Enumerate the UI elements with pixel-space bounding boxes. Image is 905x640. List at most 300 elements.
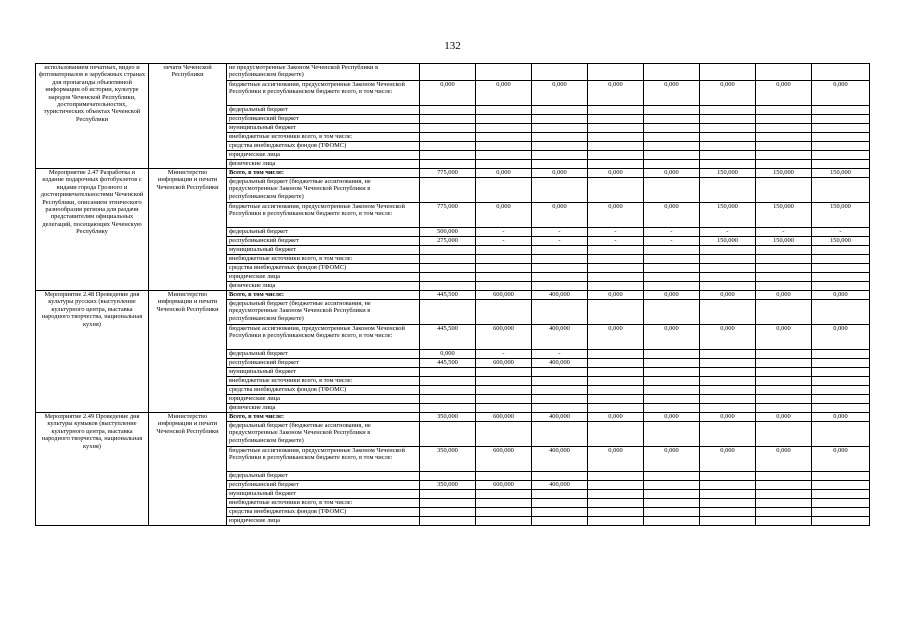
amount-cell bbox=[700, 246, 756, 255]
amount-cell bbox=[644, 115, 700, 124]
amount-cell bbox=[420, 517, 476, 526]
amount-cell bbox=[756, 490, 812, 499]
amount-cell bbox=[812, 404, 870, 413]
funding-source-cell: бюджетные ассигнования, предусмотренные Законом Чеченской Республики в республиканском бюджете всего, в том числе: bbox=[227, 447, 420, 472]
amount-cell bbox=[420, 508, 476, 517]
amount-cell: - bbox=[700, 228, 756, 237]
amount-cell: 150,000 bbox=[812, 203, 870, 228]
amount-cell bbox=[700, 517, 756, 526]
executor-cell: печати Чеченской Республики bbox=[149, 64, 227, 169]
amount-cell bbox=[420, 133, 476, 142]
funding-source-cell: муниципальный бюджет bbox=[227, 490, 420, 499]
amount-cell: 0,000 bbox=[756, 447, 812, 472]
amount-cell bbox=[588, 472, 644, 481]
budget-table-body bbox=[36, 64, 870, 526]
amount-cell bbox=[420, 255, 476, 264]
amount-cell: 400,000 bbox=[532, 359, 588, 368]
amount-cell bbox=[756, 395, 812, 404]
amount-cell: 0,000 bbox=[700, 447, 756, 472]
amount-cell bbox=[644, 282, 700, 291]
amount-cell bbox=[644, 300, 700, 325]
page-number: 132 bbox=[444, 40, 461, 52]
event-cell: Мероприятие 2.47 Разработка и издание подарочных фотобуклетов с видами города Грозного и достопримечательностями Чеченской Республики, описанием этнического разнообразия региона для раздачи представителям официальных делегаций, посещающих Чеченскую Республику bbox=[36, 169, 149, 291]
amount-cell: 0,000 bbox=[812, 447, 870, 472]
amount-cell bbox=[756, 300, 812, 325]
amount-cell bbox=[532, 64, 588, 81]
amount-cell bbox=[532, 142, 588, 151]
amount-cell bbox=[420, 422, 476, 447]
amount-cell: 0,000 bbox=[644, 169, 700, 178]
amount-cell: 350,000 bbox=[420, 481, 476, 490]
amount-cell bbox=[588, 246, 644, 255]
funding-source-cell: бюджетные ассигнования, предусмотренные Законом Чеченской Республики в республиканском бюджете всего, в том числе: bbox=[227, 203, 420, 228]
amount-cell bbox=[812, 264, 870, 273]
amount-cell bbox=[812, 282, 870, 291]
amount-cell: 0,000 bbox=[756, 325, 812, 350]
amount-cell bbox=[644, 481, 700, 490]
amount-cell: 0,000 bbox=[644, 81, 700, 106]
amount-cell: 0,000 bbox=[812, 291, 870, 300]
amount-cell: 0,000 bbox=[420, 350, 476, 359]
amount-cell: 0,000 bbox=[812, 81, 870, 106]
amount-cell bbox=[644, 133, 700, 142]
amount-cell bbox=[644, 178, 700, 203]
amount-cell: 0,000 bbox=[476, 81, 532, 106]
amount-cell: 0,000 bbox=[756, 81, 812, 106]
amount-cell bbox=[588, 255, 644, 264]
amount-cell bbox=[588, 359, 644, 368]
funding-source-cell: юридические лица bbox=[227, 517, 420, 526]
amount-cell bbox=[532, 255, 588, 264]
amount-cell bbox=[476, 300, 532, 325]
amount-cell: - bbox=[476, 350, 532, 359]
amount-cell bbox=[476, 490, 532, 499]
amount-cell bbox=[476, 115, 532, 124]
table-row bbox=[36, 169, 870, 178]
amount-cell bbox=[476, 133, 532, 142]
amount-cell bbox=[644, 160, 700, 169]
amount-cell: 400,000 bbox=[532, 291, 588, 300]
funding-source-cell: юридические лица bbox=[227, 151, 420, 160]
funding-source-cell: физические лица bbox=[227, 160, 420, 169]
amount-cell bbox=[756, 359, 812, 368]
amount-cell bbox=[756, 404, 812, 413]
amount-cell: 0,000 bbox=[532, 203, 588, 228]
funding-source-cell: федеральный бюджет (бюджетные ассигнования, не предусмотренные Законом Чеченской Республики в республиканском бюджете) bbox=[227, 178, 420, 203]
amount-cell bbox=[812, 255, 870, 264]
amount-cell: - bbox=[644, 228, 700, 237]
table-row bbox=[36, 291, 870, 300]
amount-cell bbox=[588, 386, 644, 395]
amount-cell bbox=[420, 115, 476, 124]
amount-cell bbox=[532, 282, 588, 291]
amount-cell bbox=[700, 377, 756, 386]
amount-cell bbox=[532, 404, 588, 413]
amount-cell bbox=[700, 422, 756, 447]
amount-cell bbox=[700, 481, 756, 490]
amount-cell bbox=[644, 404, 700, 413]
amount-cell bbox=[588, 273, 644, 282]
amount-cell bbox=[756, 481, 812, 490]
amount-cell bbox=[532, 499, 588, 508]
amount-cell bbox=[700, 64, 756, 81]
amount-cell bbox=[588, 404, 644, 413]
amount-cell bbox=[812, 160, 870, 169]
amount-cell bbox=[756, 386, 812, 395]
amount-cell bbox=[476, 178, 532, 203]
amount-cell: 400,000 bbox=[532, 325, 588, 350]
amount-cell bbox=[700, 124, 756, 133]
amount-cell: - bbox=[476, 228, 532, 237]
amount-cell bbox=[644, 246, 700, 255]
amount-cell bbox=[588, 142, 644, 151]
amount-cell bbox=[532, 273, 588, 282]
amount-cell bbox=[588, 395, 644, 404]
amount-cell bbox=[532, 151, 588, 160]
amount-cell bbox=[700, 282, 756, 291]
funding-source-cell: средства внебюджетных фондов (ТФОМС) bbox=[227, 264, 420, 273]
amount-cell bbox=[812, 133, 870, 142]
amount-cell bbox=[420, 246, 476, 255]
amount-cell bbox=[420, 499, 476, 508]
amount-cell bbox=[588, 422, 644, 447]
amount-cell bbox=[420, 264, 476, 273]
amount-cell bbox=[812, 481, 870, 490]
amount-cell: 0,000 bbox=[644, 291, 700, 300]
amount-cell bbox=[588, 377, 644, 386]
amount-cell bbox=[700, 350, 756, 359]
amount-cell: 600,000 bbox=[476, 447, 532, 472]
amount-cell bbox=[700, 178, 756, 203]
amount-cell bbox=[588, 499, 644, 508]
amount-cell bbox=[700, 490, 756, 499]
amount-cell: 445,500 bbox=[420, 359, 476, 368]
amount-cell bbox=[588, 151, 644, 160]
funding-source-cell: республиканский бюджет bbox=[227, 237, 420, 246]
funding-source-cell: республиканский бюджет bbox=[227, 481, 420, 490]
amount-cell bbox=[644, 368, 700, 377]
amount-cell: 0,000 bbox=[588, 169, 644, 178]
amount-cell bbox=[588, 264, 644, 273]
amount-cell: 0,000 bbox=[700, 81, 756, 106]
amount-cell bbox=[420, 490, 476, 499]
amount-cell bbox=[812, 472, 870, 481]
amount-cell bbox=[476, 472, 532, 481]
amount-cell bbox=[476, 422, 532, 447]
amount-cell bbox=[588, 124, 644, 133]
amount-cell bbox=[420, 282, 476, 291]
amount-cell bbox=[756, 151, 812, 160]
amount-cell: 0,000 bbox=[588, 81, 644, 106]
funding-source-cell: федеральный бюджет bbox=[227, 106, 420, 115]
amount-cell bbox=[644, 350, 700, 359]
amount-cell bbox=[532, 178, 588, 203]
amount-cell bbox=[756, 350, 812, 359]
amount-cell bbox=[700, 142, 756, 151]
amount-cell: 150,000 bbox=[812, 169, 870, 178]
amount-cell bbox=[700, 255, 756, 264]
amount-cell bbox=[700, 133, 756, 142]
amount-cell: - bbox=[756, 228, 812, 237]
funding-source-cell: республиканский бюджет bbox=[227, 359, 420, 368]
amount-cell bbox=[756, 377, 812, 386]
amount-cell bbox=[756, 115, 812, 124]
amount-cell bbox=[476, 282, 532, 291]
amount-cell bbox=[700, 386, 756, 395]
funding-source-cell: юридические лица bbox=[227, 395, 420, 404]
amount-cell bbox=[420, 151, 476, 160]
amount-cell bbox=[588, 368, 644, 377]
amount-cell: 0,000 bbox=[588, 291, 644, 300]
amount-cell bbox=[532, 395, 588, 404]
event-cell: использованием печатных, видео и фотоматериалов в зарубежных странах для пропаганды объективной информации об истории, культуре народов Чеченской Республики, достопримечательностях, туристических объектах Чеченской Республики bbox=[36, 64, 149, 169]
amount-cell bbox=[644, 395, 700, 404]
amount-cell bbox=[756, 160, 812, 169]
amount-cell bbox=[532, 106, 588, 115]
amount-cell bbox=[476, 64, 532, 81]
amount-cell bbox=[812, 106, 870, 115]
amount-cell bbox=[532, 246, 588, 255]
amount-cell bbox=[476, 508, 532, 517]
amount-cell: - bbox=[588, 237, 644, 246]
amount-cell: 350,000 bbox=[420, 447, 476, 472]
amount-cell: 0,000 bbox=[644, 447, 700, 472]
funding-source-cell: муниципальный бюджет bbox=[227, 368, 420, 377]
amount-cell: 0,000 bbox=[756, 291, 812, 300]
funding-source-cell: муниципальный бюджет bbox=[227, 246, 420, 255]
amount-cell bbox=[588, 350, 644, 359]
amount-cell bbox=[756, 508, 812, 517]
amount-cell bbox=[756, 282, 812, 291]
amount-cell: 775,000 bbox=[420, 169, 476, 178]
amount-cell bbox=[644, 264, 700, 273]
amount-cell bbox=[588, 490, 644, 499]
amount-cell: 500,000 bbox=[420, 228, 476, 237]
table-row bbox=[36, 64, 870, 81]
amount-cell bbox=[420, 273, 476, 282]
funding-source-cell: Всего, в том числе: bbox=[227, 291, 420, 300]
amount-cell: 0,000 bbox=[532, 169, 588, 178]
amount-cell bbox=[812, 508, 870, 517]
funding-source-cell: юридические лица bbox=[227, 273, 420, 282]
amount-cell: 445,500 bbox=[420, 325, 476, 350]
amount-cell bbox=[756, 264, 812, 273]
funding-source-cell: республиканский бюджет bbox=[227, 115, 420, 124]
amount-cell bbox=[644, 499, 700, 508]
amount-cell bbox=[700, 264, 756, 273]
amount-cell bbox=[812, 368, 870, 377]
funding-source-cell: федеральный бюджет (бюджетные ассигнования, не предусмотренные Законом Чеченской Республики в республиканском бюджете) bbox=[227, 422, 420, 447]
amount-cell: - bbox=[812, 228, 870, 237]
amount-cell bbox=[756, 142, 812, 151]
amount-cell bbox=[588, 106, 644, 115]
amount-cell: 0,000 bbox=[644, 203, 700, 228]
amount-cell bbox=[476, 255, 532, 264]
amount-cell: - bbox=[588, 228, 644, 237]
amount-cell bbox=[756, 517, 812, 526]
amount-cell bbox=[532, 472, 588, 481]
amount-cell bbox=[644, 508, 700, 517]
amount-cell bbox=[812, 64, 870, 81]
amount-cell: 0,000 bbox=[588, 203, 644, 228]
amount-cell bbox=[756, 422, 812, 447]
amount-cell: 0,000 bbox=[476, 203, 532, 228]
amount-cell bbox=[812, 490, 870, 499]
amount-cell bbox=[532, 422, 588, 447]
amount-cell bbox=[812, 273, 870, 282]
amount-cell bbox=[420, 386, 476, 395]
amount-cell bbox=[476, 273, 532, 282]
amount-cell: - bbox=[644, 237, 700, 246]
funding-source-cell: внебюджетные источники всего, в том числе: bbox=[227, 133, 420, 142]
amount-cell: - bbox=[532, 237, 588, 246]
amount-cell: 400,000 bbox=[532, 481, 588, 490]
amount-cell: 0,000 bbox=[812, 325, 870, 350]
amount-cell bbox=[700, 300, 756, 325]
amount-cell: 600,000 bbox=[476, 481, 532, 490]
amount-cell bbox=[700, 395, 756, 404]
amount-cell bbox=[476, 404, 532, 413]
amount-cell bbox=[812, 151, 870, 160]
amount-cell: 775,000 bbox=[420, 203, 476, 228]
amount-cell: 0,000 bbox=[700, 413, 756, 422]
amount-cell: - bbox=[476, 237, 532, 246]
amount-cell bbox=[700, 404, 756, 413]
budget-table bbox=[35, 63, 870, 526]
amount-cell: 0,000 bbox=[476, 169, 532, 178]
amount-cell bbox=[588, 178, 644, 203]
amount-cell: - bbox=[532, 228, 588, 237]
amount-cell bbox=[420, 368, 476, 377]
amount-cell bbox=[532, 264, 588, 273]
amount-cell bbox=[420, 124, 476, 133]
amount-cell bbox=[476, 160, 532, 169]
funding-source-cell: федеральный бюджет bbox=[227, 350, 420, 359]
funding-source-cell: внебюджетные источники всего, в том числе: bbox=[227, 255, 420, 264]
amount-cell bbox=[476, 499, 532, 508]
funding-source-cell: внебюджетные источники всего, в том числе: bbox=[227, 499, 420, 508]
amount-cell: 150,000 bbox=[756, 237, 812, 246]
amount-cell bbox=[588, 115, 644, 124]
amount-cell bbox=[476, 386, 532, 395]
amount-cell bbox=[532, 386, 588, 395]
amount-cell bbox=[420, 106, 476, 115]
amount-cell bbox=[644, 64, 700, 81]
amount-cell bbox=[532, 368, 588, 377]
amount-cell bbox=[420, 395, 476, 404]
amount-cell bbox=[700, 273, 756, 282]
amount-cell bbox=[756, 255, 812, 264]
amount-cell bbox=[588, 64, 644, 81]
amount-cell bbox=[700, 115, 756, 124]
amount-cell bbox=[476, 142, 532, 151]
funding-source-cell: средства внебюджетных фондов (ТФОМС) bbox=[227, 386, 420, 395]
amount-cell bbox=[700, 160, 756, 169]
table-row bbox=[36, 413, 870, 422]
amount-cell bbox=[588, 133, 644, 142]
funding-source-cell: средства внебюджетных фондов (ТФОМС) bbox=[227, 142, 420, 151]
funding-source-cell: бюджетные ассигнования, предусмотренные Законом Чеченской Республики в республиканском бюджете всего, в том числе: bbox=[227, 81, 420, 106]
amount-cell bbox=[756, 124, 812, 133]
amount-cell bbox=[756, 499, 812, 508]
amount-cell bbox=[756, 178, 812, 203]
amount-cell bbox=[812, 422, 870, 447]
amount-cell bbox=[700, 499, 756, 508]
funding-source-cell: муниципальный бюджет bbox=[227, 124, 420, 133]
funding-source-cell: физические лица bbox=[227, 282, 420, 291]
amount-cell: 150,000 bbox=[812, 237, 870, 246]
amount-cell: 600,000 bbox=[476, 359, 532, 368]
amount-cell bbox=[812, 499, 870, 508]
funding-source-cell: федеральный бюджет (бюджетные ассигнования, не предусмотренные Законом Чеченской Республики в республиканском бюджете) bbox=[227, 300, 420, 325]
amount-cell: 400,000 bbox=[532, 447, 588, 472]
amount-cell: 350,000 bbox=[420, 413, 476, 422]
amount-cell bbox=[532, 300, 588, 325]
amount-cell bbox=[420, 377, 476, 386]
amount-cell bbox=[476, 377, 532, 386]
amount-cell bbox=[644, 359, 700, 368]
amount-cell: 600,000 bbox=[476, 291, 532, 300]
amount-cell bbox=[532, 124, 588, 133]
funding-source-cell: Всего, в том числе: bbox=[227, 413, 420, 422]
amount-cell bbox=[812, 395, 870, 404]
amount-cell bbox=[812, 115, 870, 124]
amount-cell bbox=[812, 124, 870, 133]
amount-cell bbox=[588, 508, 644, 517]
amount-cell: 0,000 bbox=[812, 413, 870, 422]
amount-cell bbox=[644, 386, 700, 395]
executor-cell: Министерство информации и печати Чеченской Республики bbox=[149, 413, 227, 526]
amount-cell bbox=[812, 178, 870, 203]
funding-source-cell: федеральный бюджет bbox=[227, 228, 420, 237]
amount-cell: 0,000 bbox=[756, 413, 812, 422]
amount-cell: 150,000 bbox=[756, 169, 812, 178]
amount-cell bbox=[756, 106, 812, 115]
amount-cell bbox=[644, 142, 700, 151]
amount-cell bbox=[756, 133, 812, 142]
amount-cell: 600,000 bbox=[476, 325, 532, 350]
amount-cell bbox=[476, 124, 532, 133]
amount-cell bbox=[756, 472, 812, 481]
amount-cell: - bbox=[532, 350, 588, 359]
amount-cell bbox=[420, 404, 476, 413]
amount-cell: 600,000 bbox=[476, 413, 532, 422]
funding-source-cell: федеральный бюджет bbox=[227, 472, 420, 481]
amount-cell: 0,000 bbox=[588, 413, 644, 422]
executor-cell: Министерство информации и печати Чеченской Республики bbox=[149, 291, 227, 413]
amount-cell bbox=[644, 377, 700, 386]
amount-cell bbox=[588, 282, 644, 291]
amount-cell: 150,000 bbox=[700, 169, 756, 178]
funding-source-cell: средства внебюджетных фондов (ТФОМС) bbox=[227, 508, 420, 517]
amount-cell bbox=[812, 300, 870, 325]
amount-cell bbox=[644, 151, 700, 160]
amount-cell bbox=[420, 142, 476, 151]
amount-cell bbox=[532, 133, 588, 142]
amount-cell bbox=[756, 246, 812, 255]
amount-cell bbox=[588, 300, 644, 325]
amount-cell bbox=[532, 517, 588, 526]
amount-cell bbox=[532, 115, 588, 124]
amount-cell bbox=[476, 246, 532, 255]
event-cell: Мероприятие 2.49 Проведение дня культуры кумыков (выступление культурного центра, выставка народного творчества, национальная кухня) bbox=[36, 413, 149, 526]
amount-cell bbox=[812, 377, 870, 386]
amount-cell: 150,000 bbox=[700, 237, 756, 246]
amount-cell bbox=[812, 359, 870, 368]
amount-cell bbox=[644, 422, 700, 447]
amount-cell bbox=[644, 490, 700, 499]
amount-cell bbox=[700, 359, 756, 368]
